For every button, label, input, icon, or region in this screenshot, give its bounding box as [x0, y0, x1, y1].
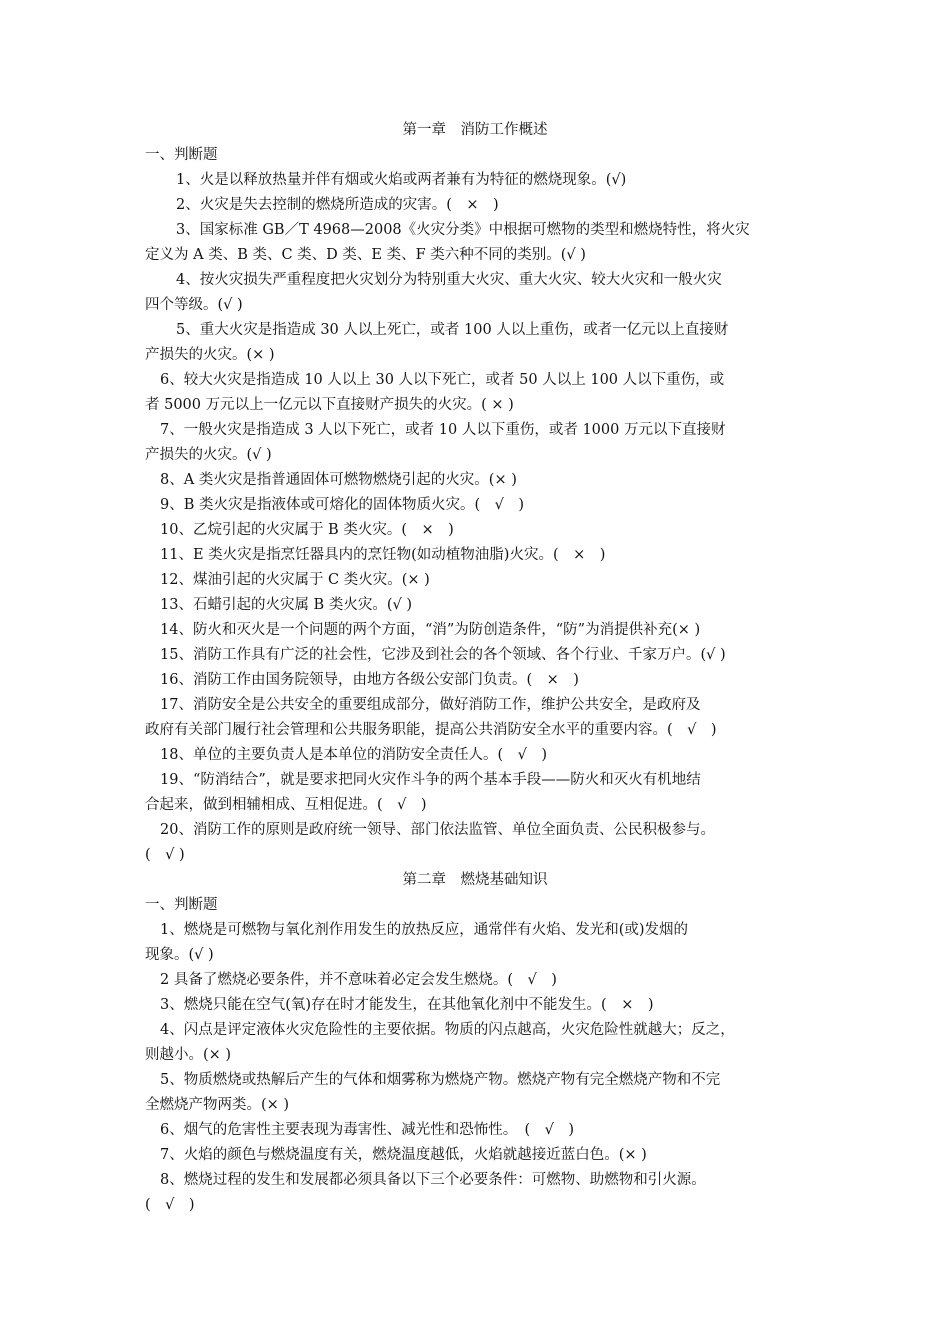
ch2-line: 全燃烧产物两类。(× ) — [145, 1097, 290, 1113]
ch1-line: 14、防火和灭火是一个问题的两个方面，“消”为防创造条件，“防”为消提供补充(× ) — [160, 622, 701, 638]
ch1-line: 7、一般火灾是指造成 3 人以下死亡，或者 10 人以下重伤，或者 1000 万元以下直接财 — [160, 422, 726, 438]
ch1-line: 6、较大火灾是指造成 10 人以上 30 人以下死亡，或者 50 人以上 100 人以下重伤，或 — [160, 372, 725, 388]
ch1-line: 10、乙烷引起的火灾属于 B 类火灾。( × ) — [160, 522, 454, 538]
ch1-line: 4、按火灾损失严重程度把火灾划分为特别重大火灾、重大火灾、较大火灾和一般火灾 — [176, 272, 722, 288]
ch2-line: 3、燃烧只能在空气(氧)存在时才能发生，在其他氧化剂中不能发生。( × ) — [160, 997, 654, 1013]
ch1-line: 政府有关部门履行社会管理和公共服务职能，提高公共消防安全水平的重要内容。( √ ) — [145, 722, 717, 738]
ch2-line: 6、烟气的危害性主要表现为毒害性、减光性和恐怖性。 ( √ ) — [160, 1122, 575, 1138]
chapter-2-section-heading: 一、判断题 — [145, 897, 218, 913]
ch1-line: 17、消防安全是公共安全的重要组成部分，做好消防工作，维护公共安全，是政府及 — [160, 697, 701, 713]
ch1-line: 15、消防工作具有广泛的社会性，它涉及到社会的各个领域、各个行业、千家万户。(√ ) — [160, 647, 726, 663]
ch2-line: 1、燃烧是可燃物与氧化剂作用发生的放热反应，通常伴有火焰、发光和(或)发烟的 — [160, 922, 689, 938]
ch1-line: 四个等级。(√ ) — [145, 297, 243, 313]
chapter-1-section-heading: 一、判断题 — [145, 147, 218, 163]
chapter-1-title: 第一章 消防工作概述 — [402, 122, 548, 138]
ch1-line: 19、“防消结合”，就是要求把同火灾作斗争的两个基本手段——防火和灭火有机地结 — [160, 772, 701, 788]
ch1-line: 3、国家标准 GB／T 4968—2008《火灾分类》中根据可燃物的类型和燃烧特性，将火灾 — [176, 222, 750, 238]
ch1-line: 者 5000 万元以上一亿元以下直接财产损失的火灾。( × ) — [145, 397, 514, 413]
ch1-line: 合起来，做到相辅相成、互相促进。( √ ) — [145, 797, 427, 813]
ch1-line: 定义为 A 类、B 类、C 类、D 类、E 类、F 类六种不同的类别。(√ ) — [145, 247, 586, 263]
ch1-line: 2、火灾是失去控制的燃烧所造成的灾害。( × ) — [176, 197, 499, 213]
ch1-line: 20、消防工作的原则是政府统一领导、部门依法监管、单位全面负责、公民积极参与。 — [160, 822, 715, 838]
ch1-line: 13、石蜡引起的火灾属 B 类火灾。(√ ) — [160, 597, 412, 613]
ch2-line: 则越小。(× ) — [145, 1047, 232, 1063]
ch2-line: 8、燃烧过程的发生和发展都必须具备以下三个必要条件：可燃物、助燃物和引火源。 — [160, 1172, 706, 1188]
ch1-line: 12、煤油引起的火灾属于 C 类火灾。(× ) — [160, 572, 430, 588]
ch1-line: 1、火是以释放热量并伴有烟或火焰或两者兼有为特征的燃烧现象。(√) — [176, 172, 627, 188]
ch1-line: 8、A 类火灾是指普通固体可燃物燃烧引起的火灾。(× ) — [160, 472, 517, 488]
ch1-line: 5、重大火灾是指造成 30 人以上死亡，或者 100 人以上重伤，或者一亿元以上直接财 — [176, 322, 729, 338]
ch1-line: 产损失的火灾。(× ) — [145, 347, 275, 363]
ch1-line: 16、消防工作由国务院领导，由地方各级公安部门负责。( × ) — [160, 672, 579, 688]
ch2-line: 2 具备了燃烧必要条件，并不意味着必定会发生燃烧。( √ ) — [160, 972, 557, 988]
ch1-line: ( √ ) — [145, 847, 185, 863]
ch1-line: 18、单位的主要负责人是本单位的消防安全责任人。( √ ) — [160, 747, 548, 763]
ch1-line: 11、E 类火灾是指烹饪器具内的烹饪物(如动植物油脂)火灾。( × ) — [160, 547, 606, 563]
ch2-line: 现象。(√ ) — [145, 947, 214, 963]
ch1-line: 9、B 类火灾是指液体或可熔化的固体物质火灾。( √ ) — [160, 497, 525, 513]
chapter-2-title: 第二章 燃烧基础知识 — [402, 872, 548, 888]
ch1-line: 产损失的火灾。(√ ) — [145, 447, 272, 463]
ch2-line: ( √ ) — [145, 1197, 195, 1213]
ch2-line: 7、火焰的颜色与燃烧温度有关，燃烧温度越低，火焰就越接近蓝白色。(× ) — [160, 1147, 647, 1163]
ch2-line: 5、物质燃烧或热解后产生的气体和烟雾称为燃烧产物。燃烧产物有完全燃烧产物和不完 — [160, 1072, 721, 1088]
ch2-line: 4、闪点是评定液体火灾危险性的主要依据。物质的闪点越高，火灾危险性就越大；反之， — [160, 1022, 735, 1038]
